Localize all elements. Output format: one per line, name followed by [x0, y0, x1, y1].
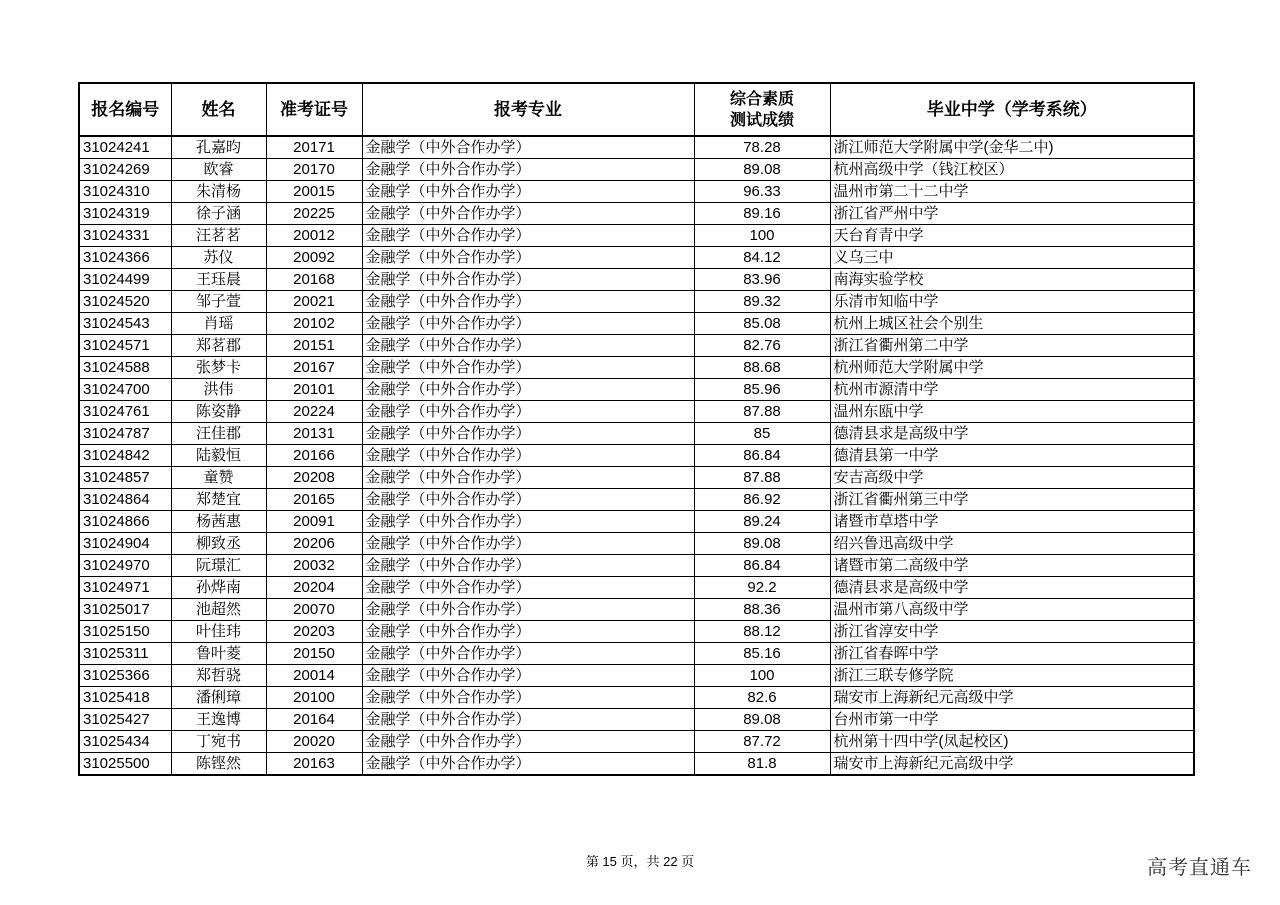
table-row [79, 731, 1194, 753]
cell-school: 浙江省春晖中学 [830, 643, 1194, 665]
cell-registration-id: 31024571 [79, 335, 171, 357]
cell-score: 87.72 [694, 731, 830, 753]
table-row [79, 225, 1194, 247]
cell-exam-number: 20015 [266, 181, 362, 203]
cell-registration-id: 31025418 [79, 687, 171, 709]
cell-score: 85.96 [694, 379, 830, 401]
header-name: 姓名 [171, 83, 266, 136]
cell-student-name: 张梦卡 [171, 357, 266, 379]
cell-registration-id: 31024269 [79, 159, 171, 181]
cell-registration-id: 31024331 [79, 225, 171, 247]
cell-exam-number: 20012 [266, 225, 362, 247]
table-row [79, 555, 1194, 577]
cell-student-name: 池超然 [171, 599, 266, 621]
cell-registration-id: 31024904 [79, 533, 171, 555]
cell-score: 82.6 [694, 687, 830, 709]
cell-school: 浙江三联专修学院 [830, 665, 1194, 687]
table-row [79, 687, 1194, 709]
table-row [79, 643, 1194, 665]
cell-major: 金融学（中外合作办学） [362, 533, 694, 555]
cell-student-name: 王珏晨 [171, 269, 266, 291]
cell-school: 诸暨市第二高级中学 [830, 555, 1194, 577]
cell-major: 金融学（中外合作办学） [362, 467, 694, 489]
cell-registration-id: 31025500 [79, 753, 171, 776]
cell-major: 金融学（中外合作办学） [362, 511, 694, 533]
cell-school: 温州市第八高级中学 [830, 599, 1194, 621]
cell-score: 85 [694, 423, 830, 445]
cell-student-name: 阮璟汇 [171, 555, 266, 577]
cell-school: 杭州上城区社会个别生 [830, 313, 1194, 335]
cell-exam-number: 20166 [266, 445, 362, 467]
cell-major: 金融学（中外合作办学） [362, 247, 694, 269]
cell-exam-number: 20206 [266, 533, 362, 555]
cell-major: 金融学（中外合作办学） [362, 555, 694, 577]
cell-school: 安吉高级中学 [830, 467, 1194, 489]
cell-school: 瑞安市上海新纪元高级中学 [830, 687, 1194, 709]
cell-school: 浙江省衢州第三中学 [830, 489, 1194, 511]
table-row [79, 357, 1194, 379]
table-row [79, 313, 1194, 335]
cell-exam-number: 20224 [266, 401, 362, 423]
cell-exam-number: 20170 [266, 159, 362, 181]
header-row [79, 83, 1194, 136]
cell-major: 金融学（中外合作办学） [362, 291, 694, 313]
cell-registration-id: 31024499 [79, 269, 171, 291]
cell-student-name: 郑哲骁 [171, 665, 266, 687]
table-row [79, 511, 1194, 533]
table-header [79, 83, 1194, 136]
cell-exam-number: 20092 [266, 247, 362, 269]
cell-student-name: 朱清杨 [171, 181, 266, 203]
table-row [79, 533, 1194, 555]
header-score-line2: 测试成绩 [729, 111, 794, 129]
cell-school: 浙江师范大学附属中学(金华二中) [830, 136, 1194, 159]
cell-score: 100 [694, 665, 830, 687]
cell-school: 杭州市源清中学 [830, 379, 1194, 401]
cell-student-name: 陈铿然 [171, 753, 266, 776]
cell-major: 金融学（中外合作办学） [362, 159, 694, 181]
cell-school: 温州东瓯中学 [830, 401, 1194, 423]
cell-exam-number: 20204 [266, 577, 362, 599]
cell-registration-id: 31025427 [79, 709, 171, 731]
header-exam-number: 准考证号 [266, 83, 362, 136]
table-row [79, 423, 1194, 445]
header-score [694, 83, 830, 136]
cell-school: 杭州第十四中学(凤起校区) [830, 731, 1194, 753]
cell-registration-id: 31024842 [79, 445, 171, 467]
cell-registration-id: 31024857 [79, 467, 171, 489]
cell-score: 78.28 [694, 136, 830, 159]
cell-school: 德清县求是高级中学 [830, 423, 1194, 445]
cell-score: 84.12 [694, 247, 830, 269]
cell-exam-number: 20021 [266, 291, 362, 313]
table-row [79, 291, 1194, 313]
cell-registration-id: 31024761 [79, 401, 171, 423]
cell-exam-number: 20100 [266, 687, 362, 709]
cell-student-name: 王逸博 [171, 709, 266, 731]
header-score-line1: 综合素质 [729, 90, 794, 108]
cell-registration-id: 31025366 [79, 665, 171, 687]
cell-student-name: 陆毅恒 [171, 445, 266, 467]
cell-major: 金融学（中外合作办学） [362, 709, 694, 731]
cell-major: 金融学（中外合作办学） [362, 445, 694, 467]
cell-registration-id: 31024588 [79, 357, 171, 379]
cell-score: 89.16 [694, 203, 830, 225]
cell-student-name: 柳致丞 [171, 533, 266, 555]
cell-student-name: 肖瑶 [171, 313, 266, 335]
cell-score: 89.08 [694, 709, 830, 731]
cell-registration-id: 31024787 [79, 423, 171, 445]
cell-exam-number: 20070 [266, 599, 362, 621]
cell-student-name: 鲁叶菱 [171, 643, 266, 665]
table-body [79, 136, 1194, 775]
cell-exam-number: 20168 [266, 269, 362, 291]
cell-registration-id: 31025017 [79, 599, 171, 621]
header-id: 报名编号 [79, 83, 171, 136]
cell-registration-id: 31025434 [79, 731, 171, 753]
cell-exam-number: 20163 [266, 753, 362, 776]
table-row [79, 203, 1194, 225]
cell-major: 金融学（中外合作办学） [362, 136, 694, 159]
table-row [79, 621, 1194, 643]
cell-student-name: 丁宛书 [171, 731, 266, 753]
cell-exam-number: 20150 [266, 643, 362, 665]
table-row [79, 159, 1194, 181]
cell-major: 金融学（中外合作办学） [362, 379, 694, 401]
cell-score: 89.32 [694, 291, 830, 313]
cell-student-name: 苏仪 [171, 247, 266, 269]
page-number: 第 15 页，共 22 页 [585, 854, 695, 869]
cell-student-name: 叶佳玮 [171, 621, 266, 643]
cell-registration-id: 31025150 [79, 621, 171, 643]
cell-exam-number: 20167 [266, 357, 362, 379]
cell-registration-id: 31024520 [79, 291, 171, 313]
cell-exam-number: 20171 [266, 136, 362, 159]
cell-exam-number: 20091 [266, 511, 362, 533]
table-row [79, 335, 1194, 357]
cell-registration-id: 31024310 [79, 181, 171, 203]
cell-major: 金融学（中外合作办学） [362, 687, 694, 709]
cell-exam-number: 20131 [266, 423, 362, 445]
table-row [79, 401, 1194, 423]
cell-registration-id: 31024866 [79, 511, 171, 533]
cell-student-name: 孙烨南 [171, 577, 266, 599]
cell-exam-number: 20208 [266, 467, 362, 489]
cell-student-name: 徐子涵 [171, 203, 266, 225]
cell-school: 杭州高级中学（钱江校区） [830, 159, 1194, 181]
cell-student-name: 汪茗茗 [171, 225, 266, 247]
cell-school: 杭州师范大学附属中学 [830, 357, 1194, 379]
cell-student-name: 汪佳郡 [171, 423, 266, 445]
cell-score: 88.12 [694, 621, 830, 643]
cell-major: 金融学（中外合作办学） [362, 599, 694, 621]
cell-major: 金融学（中外合作办学） [362, 643, 694, 665]
cell-score: 86.84 [694, 445, 830, 467]
cell-score: 96.33 [694, 181, 830, 203]
cell-major: 金融学（中外合作办学） [362, 335, 694, 357]
cell-registration-id: 31024319 [79, 203, 171, 225]
cell-score: 82.76 [694, 335, 830, 357]
table-row [79, 269, 1194, 291]
cell-registration-id: 31024543 [79, 313, 171, 335]
table-row [79, 136, 1194, 159]
cell-major: 金融学（中外合作办学） [362, 577, 694, 599]
cell-score: 88.36 [694, 599, 830, 621]
table-row [79, 599, 1194, 621]
cell-student-name: 洪伟 [171, 379, 266, 401]
cell-exam-number: 20101 [266, 379, 362, 401]
cell-score: 83.96 [694, 269, 830, 291]
table-row [79, 467, 1194, 489]
cell-score: 89.24 [694, 511, 830, 533]
cell-major: 金融学（中外合作办学） [362, 225, 694, 247]
cell-student-name: 杨茜惠 [171, 511, 266, 533]
cell-exam-number: 20164 [266, 709, 362, 731]
cell-school: 绍兴鲁迅高级中学 [830, 533, 1194, 555]
cell-student-name: 郑茗郡 [171, 335, 266, 357]
cell-registration-id: 31024864 [79, 489, 171, 511]
table-row [79, 181, 1194, 203]
cell-school: 温州市第二十二中学 [830, 181, 1194, 203]
cell-major: 金融学（中外合作办学） [362, 313, 694, 335]
cell-major: 金融学（中外合作办学） [362, 269, 694, 291]
cell-school: 诸暨市草塔中学 [830, 511, 1194, 533]
cell-score: 87.88 [694, 401, 830, 423]
cell-score: 85.16 [694, 643, 830, 665]
cell-student-name: 童赞 [171, 467, 266, 489]
table-row [79, 445, 1194, 467]
cell-score: 86.92 [694, 489, 830, 511]
cell-major: 金融学（中外合作办学） [362, 423, 694, 445]
cell-exam-number: 20151 [266, 335, 362, 357]
cell-school: 德清县第一中学 [830, 445, 1194, 467]
table-row [79, 753, 1194, 776]
cell-exam-number: 20102 [266, 313, 362, 335]
cell-student-name: 欧睿 [171, 159, 266, 181]
cell-registration-id: 31024700 [79, 379, 171, 401]
cell-registration-id: 31024970 [79, 555, 171, 577]
cell-score: 81.8 [694, 753, 830, 776]
cell-major: 金融学（中外合作办学） [362, 203, 694, 225]
cell-score: 89.08 [694, 533, 830, 555]
cell-score: 89.08 [694, 159, 830, 181]
table-row [79, 665, 1194, 687]
table-row [79, 489, 1194, 511]
cell-exam-number: 20225 [266, 203, 362, 225]
cell-exam-number: 20165 [266, 489, 362, 511]
cell-score: 86.84 [694, 555, 830, 577]
cell-school: 台州市第一中学 [830, 709, 1194, 731]
cell-major: 金融学（中外合作办学） [362, 489, 694, 511]
cell-school: 义乌三中 [830, 247, 1194, 269]
cell-exam-number: 20020 [266, 731, 362, 753]
cell-score: 88.68 [694, 357, 830, 379]
cell-school: 南海实验学校 [830, 269, 1194, 291]
cell-registration-id: 31025311 [79, 643, 171, 665]
cell-student-name: 陈姿静 [171, 401, 266, 423]
admission-table [78, 82, 1195, 776]
table-row [79, 379, 1194, 401]
cell-exam-number: 20014 [266, 665, 362, 687]
watermark-logo-text: 高考直通车 [1147, 857, 1252, 879]
table-row [79, 247, 1194, 269]
cell-major: 金融学（中外合作办学） [362, 621, 694, 643]
cell-score: 92.2 [694, 577, 830, 599]
cell-student-name: 孔嘉昀 [171, 136, 266, 159]
cell-score: 85.08 [694, 313, 830, 335]
cell-school: 天台育青中学 [830, 225, 1194, 247]
cell-major: 金融学（中外合作办学） [362, 731, 694, 753]
cell-score: 87.88 [694, 467, 830, 489]
cell-major: 金融学（中外合作办学） [362, 181, 694, 203]
cell-registration-id: 31024971 [79, 577, 171, 599]
cell-exam-number: 20032 [266, 555, 362, 577]
cell-registration-id: 31024241 [79, 136, 171, 159]
cell-score: 100 [694, 225, 830, 247]
cell-student-name: 邹子萱 [171, 291, 266, 313]
cell-major: 金融学（中外合作办学） [362, 357, 694, 379]
cell-school: 浙江省严州中学 [830, 203, 1194, 225]
cell-major: 金融学（中外合作办学） [362, 401, 694, 423]
cell-exam-number: 20203 [266, 621, 362, 643]
cell-major: 金融学（中外合作办学） [362, 665, 694, 687]
cell-school: 德清县求是高级中学 [830, 577, 1194, 599]
cell-school: 浙江省衢州第二中学 [830, 335, 1194, 357]
cell-major: 金融学（中外合作办学） [362, 753, 694, 776]
cell-registration-id: 31024366 [79, 247, 171, 269]
cell-school: 浙江省淳安中学 [830, 621, 1194, 643]
header-major: 报考专业 [362, 83, 694, 136]
cell-student-name: 潘俐璋 [171, 687, 266, 709]
table-row [79, 709, 1194, 731]
header-school: 毕业中学（学考系统） [830, 83, 1194, 136]
cell-student-name: 郑楚宜 [171, 489, 266, 511]
cell-school: 瑞安市上海新纪元高级中学 [830, 753, 1194, 776]
cell-school: 乐清市知临中学 [830, 291, 1194, 313]
table-row [79, 577, 1194, 599]
